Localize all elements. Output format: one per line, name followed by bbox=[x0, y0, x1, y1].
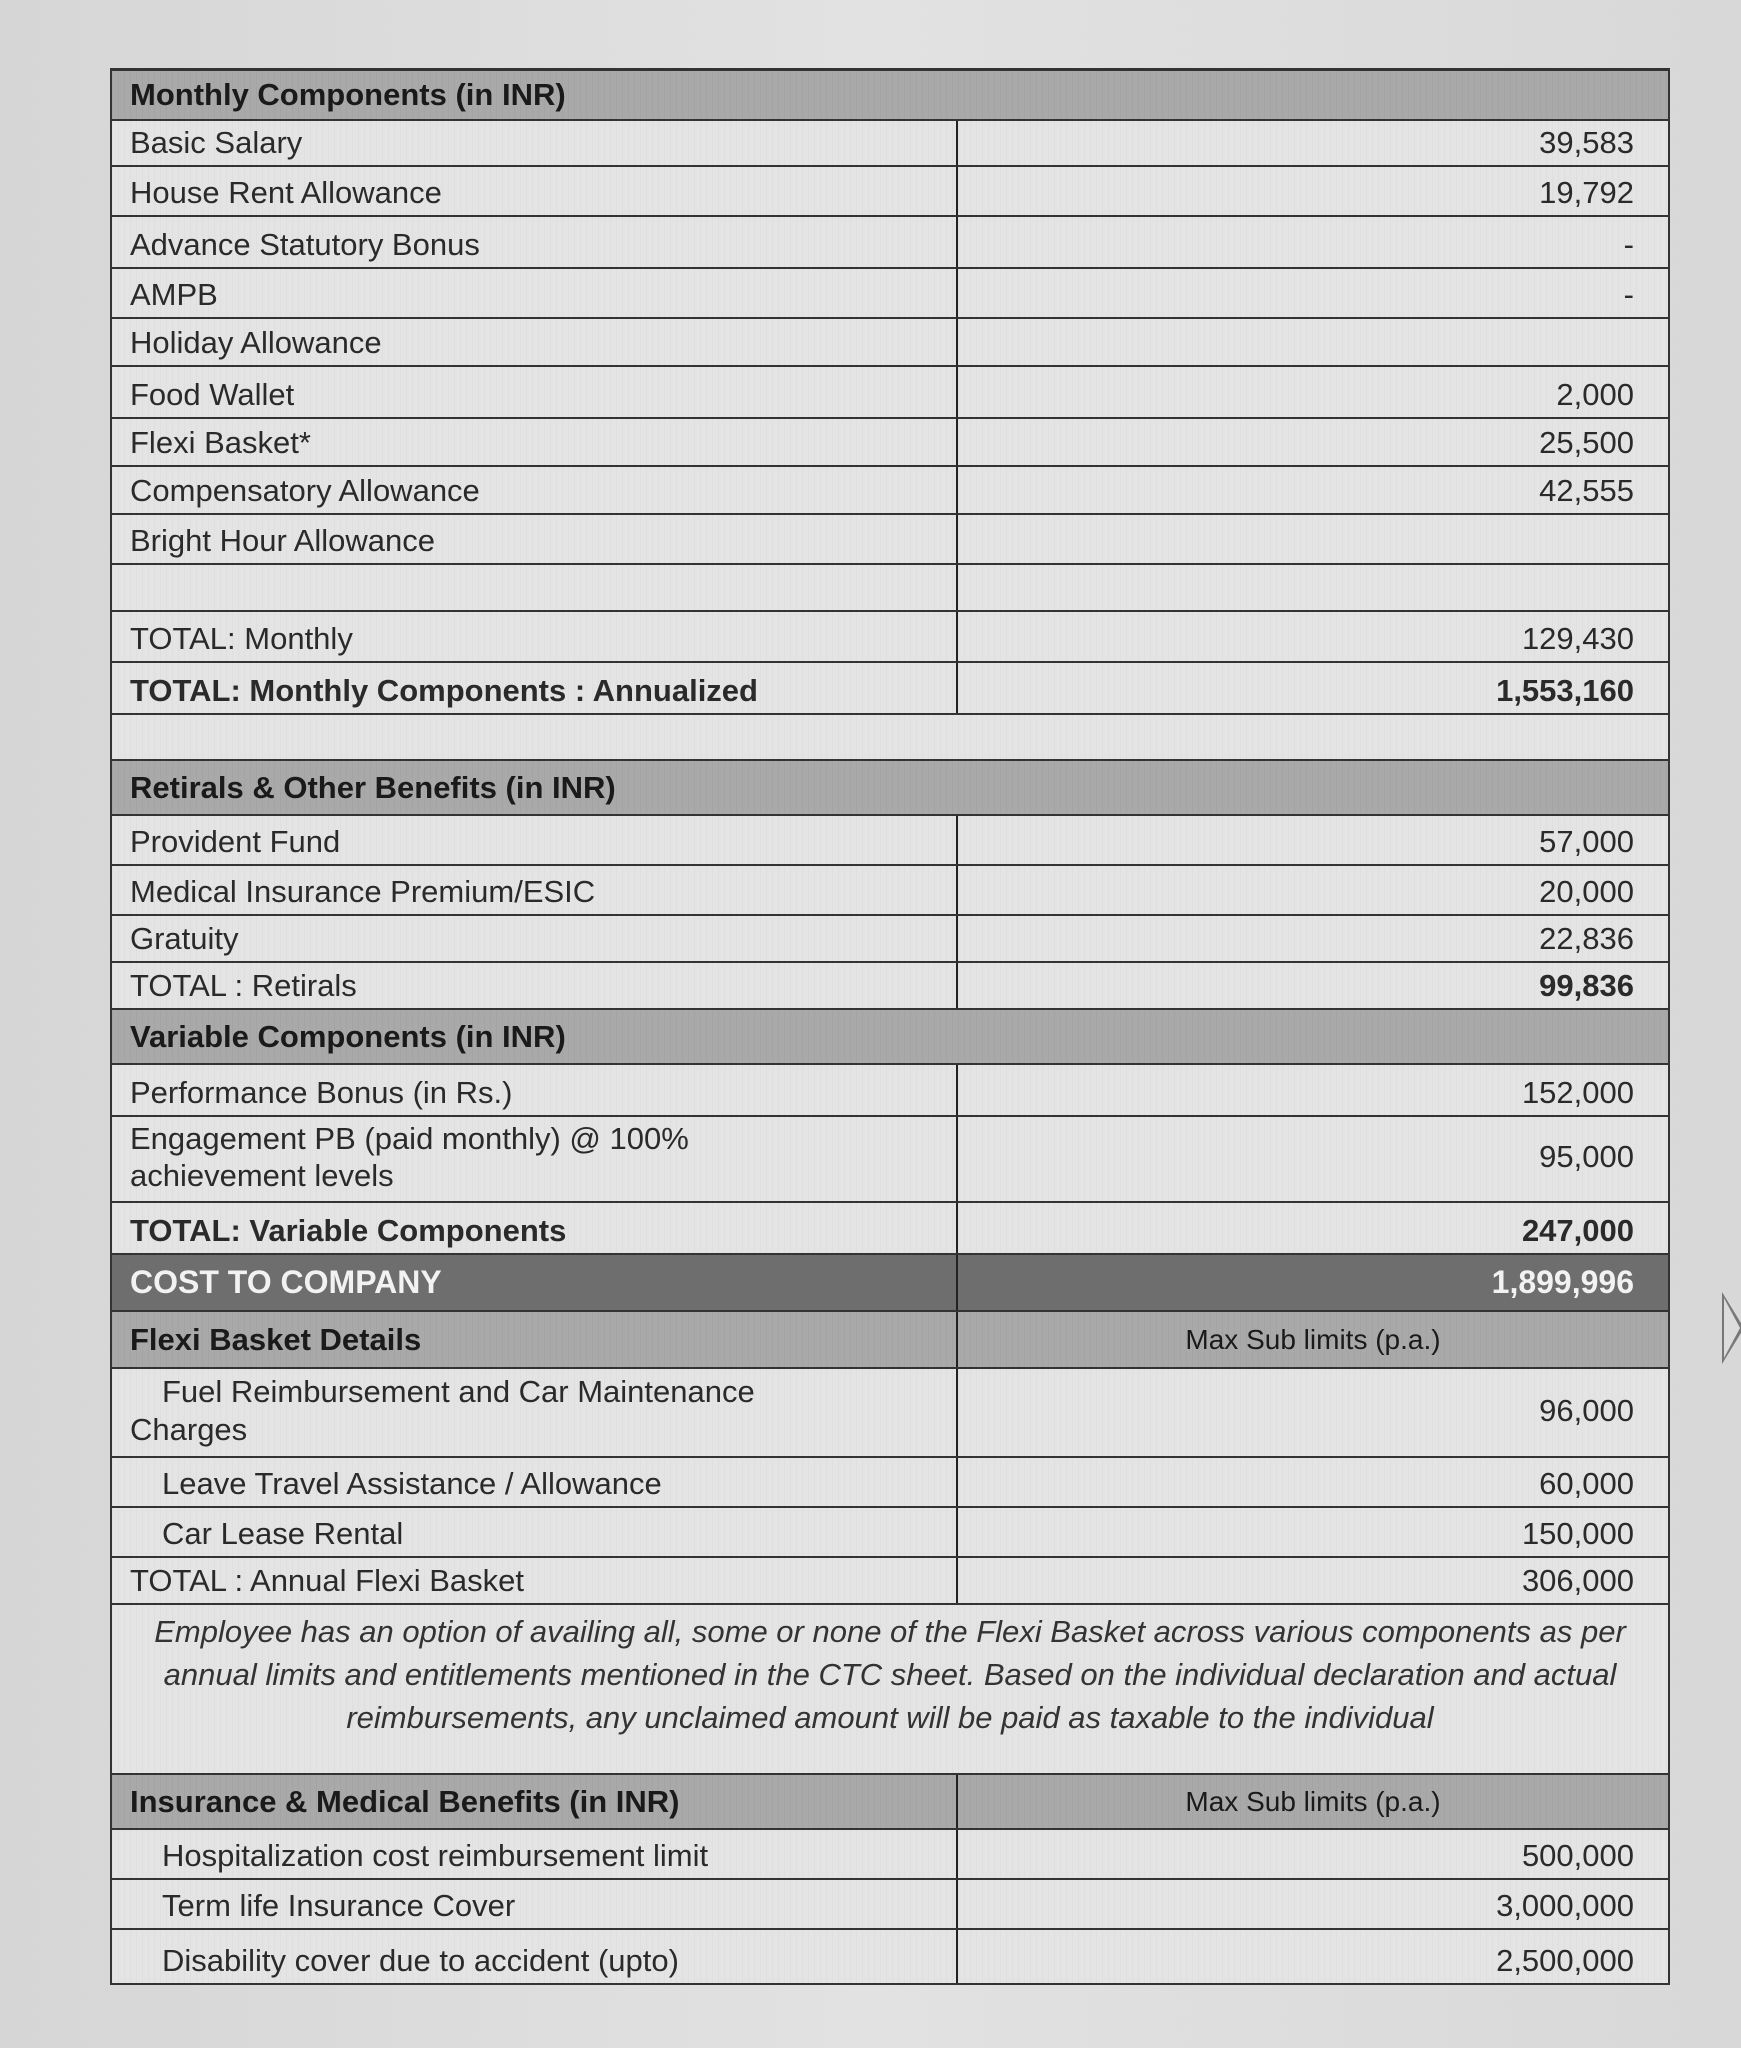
section-header-retirals bbox=[112, 761, 1668, 816]
total-retirals-row bbox=[112, 963, 1668, 1010]
row-label: AMPB bbox=[112, 269, 958, 317]
blank-cell bbox=[112, 565, 958, 610]
row-value: 150,000 bbox=[1521, 1515, 1634, 1551]
row-label: Gratuity bbox=[112, 916, 958, 961]
row-value: 2,000 bbox=[1556, 376, 1634, 412]
row-value: 99,836 bbox=[1539, 967, 1634, 1003]
table-row bbox=[112, 1830, 1668, 1880]
blank-row bbox=[112, 715, 1668, 761]
flexi-note: Employee has an option of availing all, some or none of the Flexi Basket across various components as per annual limits and entitlements mentioned in the CTC sheet. Based on the individual declaration and actual reimbursements, any unclaimed amount will be paid as taxable to the individual bbox=[154, 1614, 1626, 1735]
table-row bbox=[112, 269, 1668, 319]
table-row bbox=[112, 167, 1668, 217]
blank-cell bbox=[112, 715, 958, 759]
row-value: 25,500 bbox=[1539, 424, 1634, 460]
row-value: 60,000 bbox=[1539, 1465, 1634, 1501]
row-value: 19,792 bbox=[1539, 174, 1634, 210]
ctc-value: 1,899,996 bbox=[1491, 1264, 1634, 1301]
total-annualized-row bbox=[112, 663, 1668, 715]
section-title: Insurance & Medical Benefits (in INR) bbox=[112, 1775, 958, 1828]
section-title: Monthly Components (in INR) bbox=[130, 77, 566, 113]
row-label: TOTAL: Monthly Components : Annualized bbox=[112, 663, 958, 713]
row-label: House Rent Allowance bbox=[112, 167, 958, 215]
row-label: Fuel Reimbursement and Car Maintenance Charges bbox=[112, 1369, 958, 1456]
section-header-flexi bbox=[112, 1312, 1668, 1369]
row-label: Hospitalization cost reimbursement limit bbox=[112, 1830, 958, 1878]
ctc-table bbox=[110, 68, 1670, 1985]
row-value: 1,553,160 bbox=[1496, 672, 1634, 708]
table-row bbox=[112, 1117, 1668, 1203]
column-subheader: Max Sub limits (p.a.) bbox=[1185, 1323, 1441, 1355]
row-label: Compensatory Allowance bbox=[112, 467, 958, 513]
ctc-label: COST TO COMPANY bbox=[112, 1255, 958, 1310]
table-row bbox=[112, 217, 1668, 269]
row-label: Performance Bonus (in Rs.) bbox=[112, 1065, 958, 1115]
row-label: Provident Fund bbox=[112, 816, 958, 864]
row-label: TOTAL : Annual Flexi Basket bbox=[112, 1558, 958, 1603]
row-label: Engagement PB (paid monthly) @ 100% achievement levels bbox=[112, 1117, 958, 1201]
total-variable-row bbox=[112, 1203, 1668, 1255]
section-title: Retirals & Other Benefits (in INR) bbox=[130, 769, 616, 805]
row-value: 152,000 bbox=[1521, 1074, 1634, 1110]
blank-cell bbox=[958, 565, 1668, 610]
row-value: 95,000 bbox=[1539, 1139, 1634, 1175]
row-label: Medical Insurance Premium/ESIC bbox=[112, 866, 958, 914]
row-value: - bbox=[1623, 276, 1634, 312]
total-monthly-row bbox=[112, 612, 1668, 663]
table-row bbox=[112, 916, 1668, 963]
table-row bbox=[112, 1065, 1668, 1117]
row-label: TOTAL : Retirals bbox=[112, 963, 958, 1008]
edge-arrow-icon bbox=[1722, 1292, 1741, 1364]
table-row bbox=[112, 1508, 1668, 1558]
table-row bbox=[112, 367, 1668, 419]
row-value: - bbox=[1623, 226, 1634, 262]
row-value: 306,000 bbox=[1521, 1562, 1634, 1598]
table-row bbox=[112, 121, 1668, 167]
row-label: Term life Insurance Cover bbox=[112, 1880, 958, 1928]
table-row bbox=[112, 816, 1668, 866]
table-row bbox=[112, 1930, 1668, 1985]
row-value bbox=[958, 319, 1668, 365]
table-row bbox=[112, 1458, 1668, 1508]
row-value: 20,000 bbox=[1539, 873, 1634, 909]
row-label: Advance Statutory Bonus bbox=[112, 217, 958, 267]
row-label: Basic Salary bbox=[112, 121, 958, 165]
table-row bbox=[112, 319, 1668, 367]
row-value: 129,430 bbox=[1521, 620, 1634, 656]
row-value: 2,500,000 bbox=[1496, 1942, 1634, 1978]
section-header-variable bbox=[112, 1010, 1668, 1065]
row-label: Flexi Basket* bbox=[112, 419, 958, 465]
section-header-monthly bbox=[112, 71, 1668, 121]
flexi-note-row bbox=[112, 1605, 1668, 1775]
row-label: Bright Hour Allowance bbox=[112, 515, 958, 563]
section-header-insurance bbox=[112, 1775, 1668, 1830]
section-title: Flexi Basket Details bbox=[112, 1312, 958, 1367]
row-value: 39,583 bbox=[1539, 124, 1634, 160]
blank-row bbox=[112, 565, 1668, 612]
row-label: TOTAL: Variable Components bbox=[112, 1203, 958, 1253]
row-label: Disability cover due to accident (upto) bbox=[112, 1930, 958, 1983]
table-row bbox=[112, 866, 1668, 916]
row-label: TOTAL: Monthly bbox=[112, 612, 958, 661]
row-value: 96,000 bbox=[1539, 1392, 1634, 1428]
column-subheader: Max Sub limits (p.a.) bbox=[1185, 1785, 1441, 1817]
table-row bbox=[112, 515, 1668, 565]
section-title: Variable Components (in INR) bbox=[130, 1018, 566, 1054]
row-value bbox=[958, 515, 1668, 563]
table-row bbox=[112, 1880, 1668, 1930]
row-value: 3,000,000 bbox=[1496, 1887, 1634, 1923]
row-label: Food Wallet bbox=[112, 367, 958, 417]
row-value: 22,836 bbox=[1539, 920, 1634, 956]
row-value: 42,555 bbox=[1539, 472, 1634, 508]
row-value: 57,000 bbox=[1539, 823, 1634, 859]
cost-to-company-row bbox=[112, 1255, 1668, 1312]
table-row bbox=[112, 419, 1668, 467]
row-value: 500,000 bbox=[1521, 1837, 1634, 1873]
table-row bbox=[112, 1369, 1668, 1458]
table-row bbox=[112, 467, 1668, 515]
row-label: Car Lease Rental bbox=[112, 1508, 958, 1556]
row-label: Leave Travel Assistance / Allowance bbox=[112, 1458, 958, 1506]
total-flexi-row bbox=[112, 1558, 1668, 1605]
row-label: Holiday Allowance bbox=[112, 319, 958, 365]
row-value: 247,000 bbox=[1521, 1212, 1634, 1248]
